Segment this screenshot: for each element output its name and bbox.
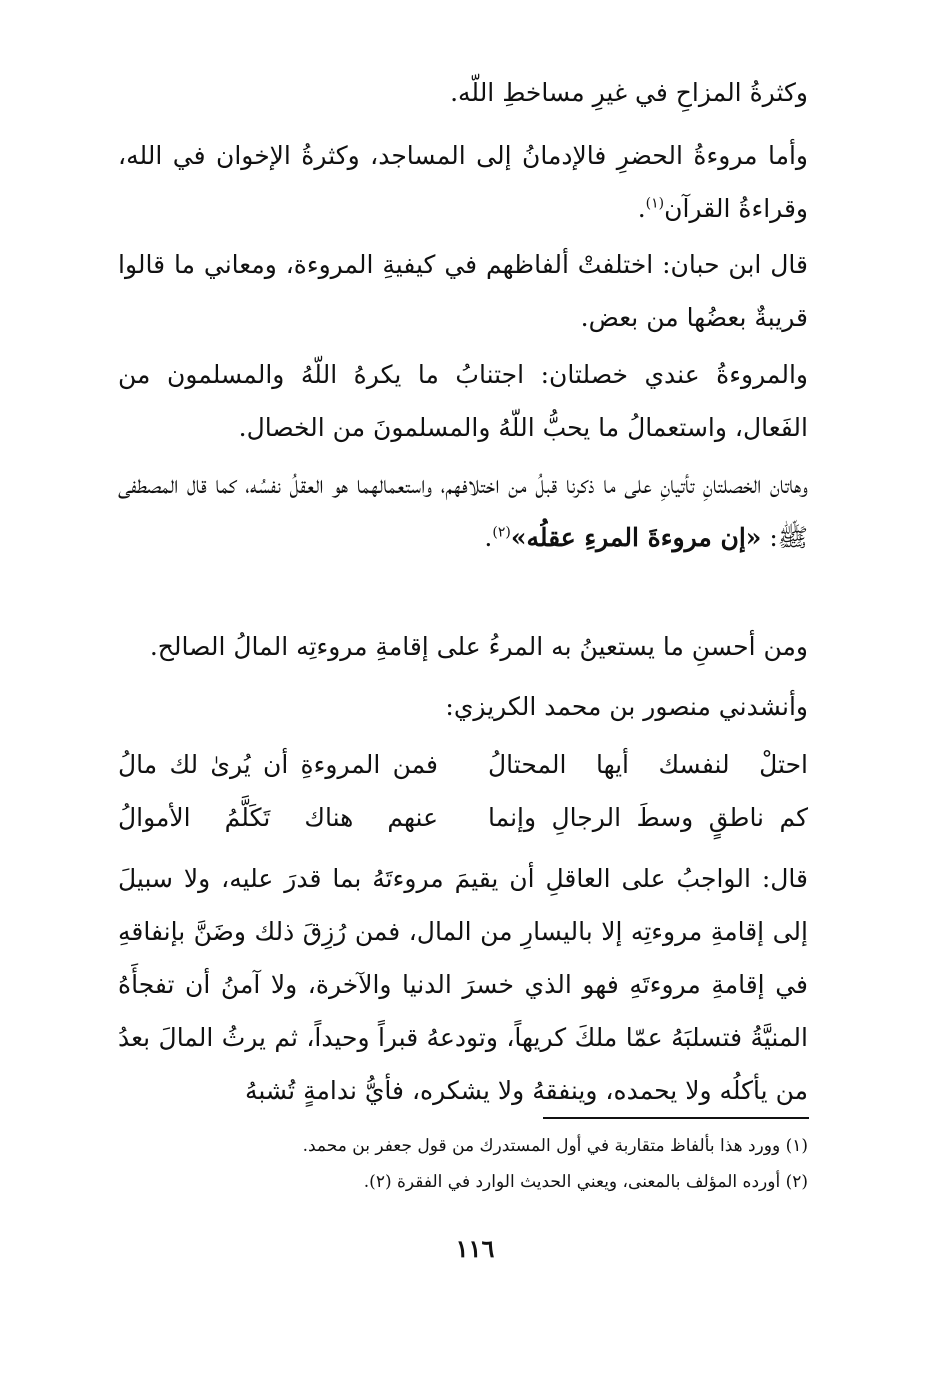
hadith-quote: «إن مروءةَ المرءِ عقلُه» (510, 523, 762, 552)
footnote-ref-2: (٢) (492, 524, 511, 541)
paragraph-1-text: وكثرةُ المزاحِ في غيرِ مساخطِ اللّه. (450, 78, 808, 107)
paragraph-8-text: قال: الواجبُ على العاقلِ أن يقيمَ مروءتَهُ بما قدرَ عليه، ولا سبيلَ إلى إقامةِ مروءتِه إلا باليسارِ من المال، فمن رُزِقَ ذلك وضَنَّ بإنفاقهِ في إقامةِ مروءتَهِ فهو الذي خسرَ الدنيا والآخرة، ولا آمنُ أن تفجأَهُ المنيَّةُ فتسلبَهُ عمّا ملكَ كريهاً، وتودعهُ قبراً وحيداً، ثم يرثُ المالَ بعدُ من يأكلُه ولا يحمده، وينفقهُ ولا يشكره، فأيُّ ندامةٍ تُشبهُ (118, 864, 808, 1105)
poem-line-1-second-hemistich: فمن المروءةِ أن يُرىٰ لك مالُ (118, 750, 438, 779)
paragraph-2-body: وأما مروءةُ الحضرِ فالإدمانُ إلى المساجد، وكثرةُ الإخوان في الله، وقراءةُ القرآن (118, 141, 808, 223)
paragraph-1 (118, 66, 808, 119)
paragraph-3-text: قال ابن حبان: اختلفتْ ألفاظهم في كيفيةِ المروءة، ومعاني ما قالوا قريبةٌ بعضُها من بعض. (118, 250, 808, 332)
footnotes (118, 1128, 808, 1200)
paragraph-4 (118, 348, 808, 454)
paragraph-6 (118, 620, 808, 673)
footnote-1: (١) وورد هذا بألفاظ متقاربة في أول المستدرك من قول جعفر بن محمد. (302, 1136, 808, 1156)
poem-line-1-first-hemistich: احتلْ لنفسك أيها المحتالُ (488, 750, 808, 779)
paragraph-5-end: . (484, 523, 493, 552)
paragraph-2 (118, 129, 808, 235)
paragraph-3 (118, 238, 808, 344)
poem-line-2-first-hemistich: كم ناطقٍ وسطَ الرجالِ وإنما (488, 803, 808, 832)
paragraph-5-text (118, 458, 808, 564)
page-number: ١١٦ (455, 1234, 495, 1263)
paragraph-8 (118, 852, 808, 1117)
paragraph-4-text: والمروءةُ عندي خصلتان: اجتنابُ ما يكرهُ اللّهُ والمسلمون من الفَعال، واستعمالُ ما يحبُّ اللّهُ والمسلمونَ من الخصال. (118, 360, 808, 442)
paragraph-2-end: . (637, 194, 646, 223)
paragraph-6-text: ومن أحسنِ ما يستعينُ به المرءُ على إقامةِ مروءتِه المالُ الصالح. (149, 632, 808, 661)
poem-line-2-second-hemistich: عنهم هناك تَكَلَّمُ الأموالُ (118, 803, 438, 832)
paragraph-7-text: وأنشدني منصور بن محمد الكريزي: (445, 692, 808, 721)
paragraph-2-text (118, 129, 808, 235)
poem (118, 738, 808, 844)
footnote-ref-1: (١) (645, 195, 665, 212)
poem-line-1 (118, 738, 808, 791)
footnote-2: (٢) أورده المؤلف بالمعنى، ويعني الحديث الوارد في الفقرة (٢). (363, 1172, 808, 1192)
paragraph-5 (118, 458, 808, 564)
footnote-separator (543, 1117, 809, 1119)
paragraph-5-body: وهاتان الخصلتانِ تأتيانِ على ما ذكرنا قبلُ من اختلافهم، واستعمالهما هو العقلُ نفسُه، كما قال المصطفى ﷺ: (118, 470, 808, 552)
paragraph-7 (118, 680, 808, 733)
poem-line-2 (118, 791, 808, 844)
